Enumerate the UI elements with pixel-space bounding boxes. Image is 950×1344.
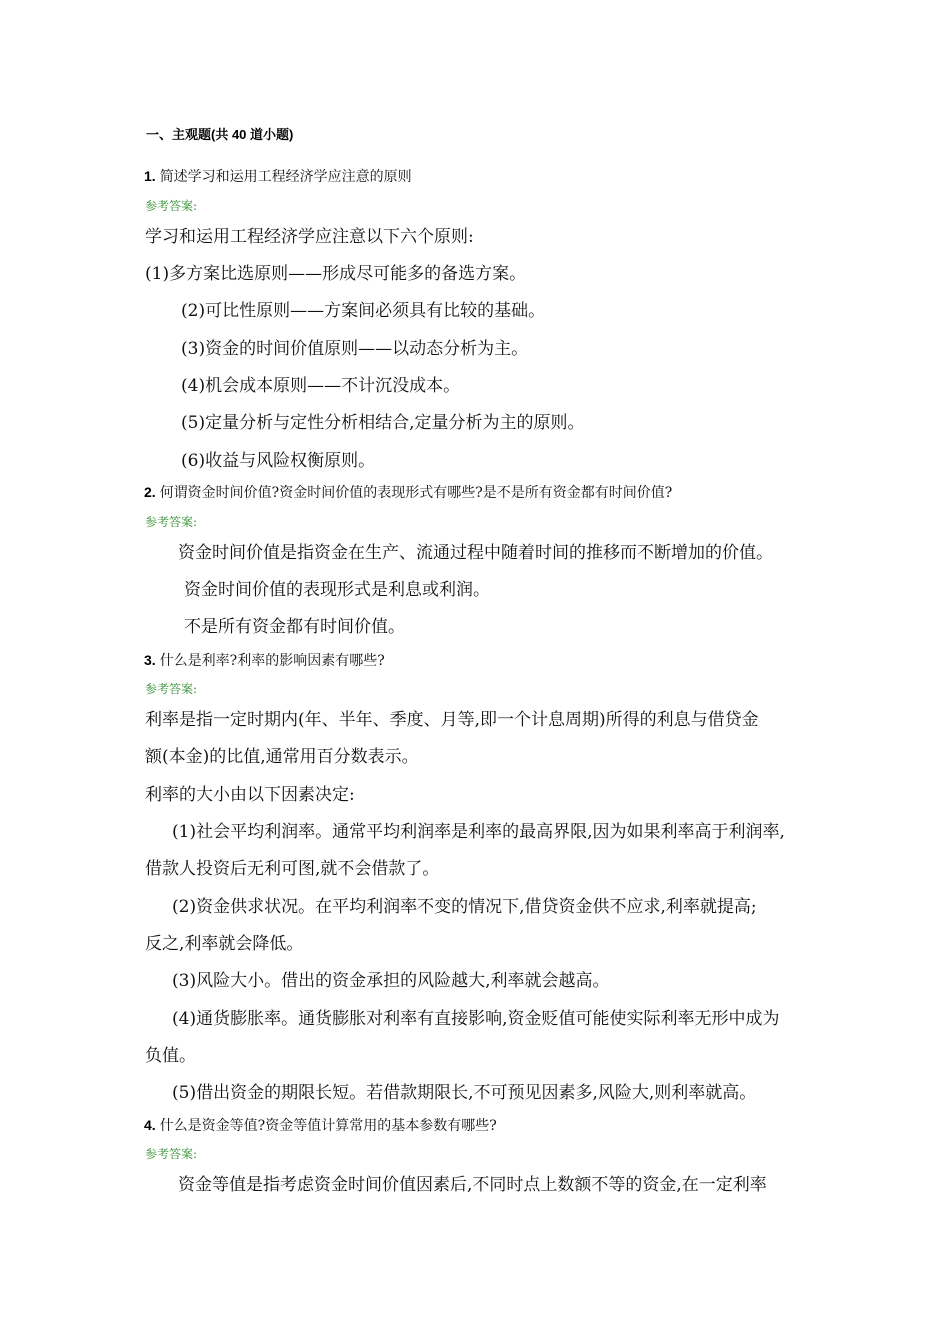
question-number: 1.: [144, 168, 156, 184]
answer-line: (2)资金供求状况。在平均利润率不变的情况下,借贷资金供不应求,利率就提高;: [172, 897, 757, 917]
question-text: 简述学习和运用工程经济学应注意的原则: [159, 169, 412, 185]
question-text: 什么是资金等值?资金等值计算常用的基本参数有哪些?: [159, 1118, 497, 1134]
question-number: 4.: [144, 1117, 156, 1133]
answer-line: (2)可比性原则——方案间必须具有比较的基础。: [181, 301, 546, 321]
answer-label: 参考答案:: [145, 1147, 198, 1161]
question-number: 3.: [144, 652, 156, 668]
question-number: 2.: [144, 484, 156, 500]
answer-line: (1)多方案比选原则——形成尽可能多的备选方案。: [145, 264, 527, 284]
answer-line: (5)借出资金的期限长短。若借款期限长,不可预见因素多,风险大,则利率就高。: [172, 1083, 757, 1103]
question-text: 什么是利率?利率的影响因素有哪些?: [159, 653, 385, 669]
answer-line: (5)定量分析与定性分析相结合,定量分析为主的原则。: [181, 413, 585, 433]
answer-line: 反之,利率就会降低。: [145, 934, 304, 954]
question-4: [144, 1115, 497, 1135]
answer-line: 资金等值是指考虑资金时间价值因素后,不同时点上数额不等的资金,在一定利率: [178, 1175, 767, 1195]
question-3: [144, 650, 385, 670]
question-2: [144, 482, 672, 502]
answer-line: 利率的大小由以下因素决定:: [145, 785, 355, 805]
answer-line: 负值。: [145, 1046, 196, 1066]
answer-line: (3)资金的时间价值原则——以动态分析为主。: [181, 339, 529, 359]
answer-line: 不是所有资金都有时间价值。: [184, 617, 405, 637]
answer-line: 额(本金)的比值,通常用百分数表示。: [145, 747, 419, 767]
answer-line: (3)风险大小。借出的资金承担的风险越大,利率就会越高。: [172, 971, 610, 991]
question-text: 何谓资金时间价值?资金时间价值的表现形式有哪些?是不是所有资金都有时间价值?: [159, 485, 673, 501]
answer-line: (4)通货膨胀率。通货膨胀对利率有直接影响,资金贬值可能使实际利率无形中成为: [172, 1009, 780, 1029]
answer-label: 参考答案:: [145, 515, 198, 529]
question-1: [144, 166, 412, 186]
answer-line: 借款人投资后无利可图,就不会借款了。: [145, 859, 440, 879]
answer-line: (4)机会成本原则——不计沉没成本。: [181, 376, 461, 396]
answer-label: 参考答案:: [145, 199, 198, 213]
section-title: 一、主观题(共 40 道小题): [146, 127, 294, 142]
answer-line: 资金时间价值是指资金在生产、流通过程中随着时间的推移而不断增加的价值。: [178, 543, 773, 563]
answer-line: (6)收益与风险权衡原则。: [181, 451, 376, 471]
answer-line: 资金时间价值的表现形式是利息或利润。: [184, 580, 490, 600]
answer-line: 利率是指一定时期内(年、半年、季度、月等,即一个计息周期)所得的利息与借贷金: [145, 710, 759, 730]
answer-label: 参考答案:: [145, 682, 198, 696]
answer-line: 学习和运用工程经济学应注意以下六个原则:: [145, 227, 474, 247]
answer-line: (1)社会平均利润率。通常平均利润率是利率的最高界限,因为如果利率高于利润率,: [172, 822, 785, 842]
